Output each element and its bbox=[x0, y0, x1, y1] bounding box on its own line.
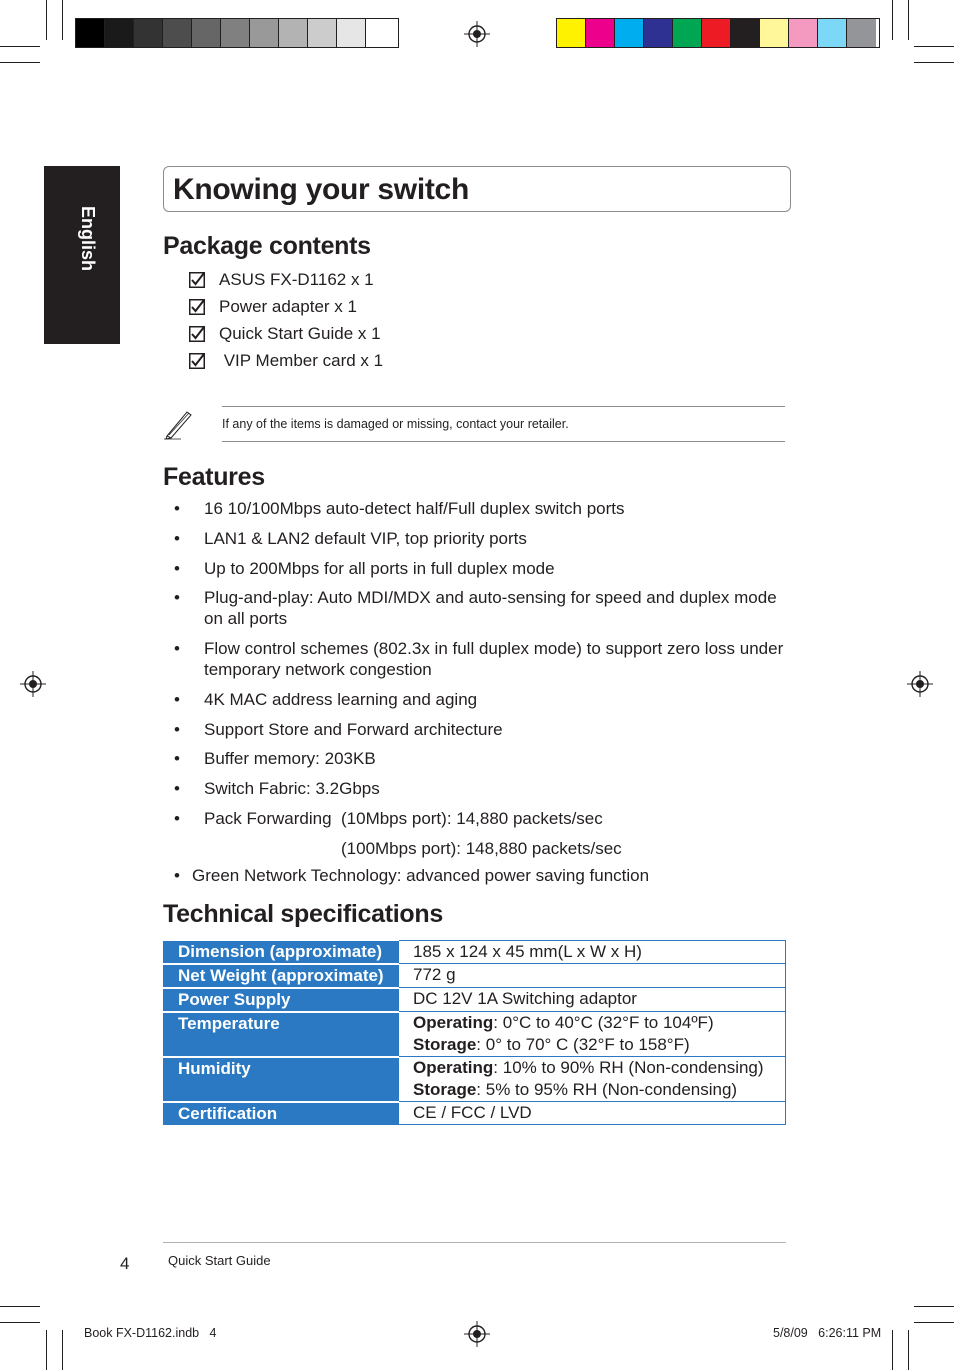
feature-item: • Plug-and-play: Auto MDI/MDX and auto-sensing for speed and duplex mode bbox=[174, 588, 777, 607]
color-swatch bbox=[615, 19, 644, 47]
spec-operating-value: : 10% to 90% RH (Non-condensing) bbox=[493, 1058, 764, 1077]
color-swatch bbox=[644, 19, 673, 47]
footer-guide-title: Quick Start Guide bbox=[168, 1253, 271, 1268]
color-swatch bbox=[279, 19, 308, 47]
spec-value: 185 x 124 x 45 mm(L x W x H) bbox=[399, 941, 786, 964]
color-swatch bbox=[847, 19, 876, 47]
crop-mark bbox=[892, 1330, 893, 1370]
feature-item-continued bbox=[341, 838, 622, 859]
registration-mark-icon bbox=[907, 671, 933, 697]
spec-value: DC 12V 1A Switching adaptor bbox=[399, 988, 786, 1012]
package-item bbox=[189, 323, 381, 345]
feature-text: Support Store and Forward architecture bbox=[204, 720, 503, 739]
package-item bbox=[189, 296, 357, 318]
table-row bbox=[163, 1057, 786, 1102]
color-swatch bbox=[673, 19, 702, 47]
package-item-label: VIP Member card x 1 bbox=[219, 351, 384, 370]
crop-mark bbox=[46, 1330, 47, 1370]
color-swatch bbox=[702, 19, 731, 47]
title-box bbox=[163, 166, 791, 212]
color-swatch bbox=[557, 19, 586, 47]
spec-key: Power Supply bbox=[163, 988, 399, 1012]
crop-mark bbox=[62, 0, 63, 40]
feature-item: • Pack Forwarding (10Mbps port): 14,880 packets/sec bbox=[174, 809, 603, 828]
spec-operating-line bbox=[413, 1057, 785, 1079]
color-swatch bbox=[818, 19, 847, 47]
color-swatch bbox=[192, 19, 221, 47]
color-swatch bbox=[366, 19, 395, 47]
spec-storage-value: : 5% to 95% RH (Non-condensing) bbox=[476, 1080, 738, 1099]
color-swatch bbox=[337, 19, 366, 47]
color-swatch bbox=[105, 19, 134, 47]
color-swatch bbox=[134, 19, 163, 47]
crop-mark bbox=[914, 1306, 954, 1307]
checkbox-checked-icon bbox=[189, 272, 205, 288]
crop-mark bbox=[914, 1322, 954, 1323]
specs-table bbox=[163, 940, 786, 1125]
color-swatch bbox=[76, 19, 105, 47]
checkbox-checked-icon bbox=[189, 353, 205, 369]
crop-mark bbox=[914, 46, 954, 47]
crop-mark bbox=[0, 1306, 40, 1307]
spec-storage-value: : 0° to 70° C (32°F to 158°F) bbox=[476, 1035, 690, 1054]
specs-heading: Technical specifications bbox=[163, 900, 443, 928]
feature-item: • Buffer memory: 203KB bbox=[174, 749, 376, 768]
note-divider bbox=[222, 441, 785, 442]
feature-item: • Support Store and Forward architecture bbox=[174, 720, 503, 739]
crop-mark bbox=[914, 62, 954, 63]
feature-text: (100Mbps port): 148,880 packets/sec bbox=[341, 839, 622, 858]
color-swatch bbox=[221, 19, 250, 47]
note-divider bbox=[222, 406, 785, 407]
page-title: Knowing your switch bbox=[173, 173, 469, 206]
package-item-label: Quick Start Guide x 1 bbox=[219, 324, 381, 343]
crop-mark bbox=[0, 46, 40, 47]
spec-storage-label: Storage bbox=[413, 1080, 477, 1099]
feature-text: on all ports bbox=[204, 609, 288, 628]
table-row bbox=[163, 1102, 786, 1125]
spec-value: CE / FCC / LVD bbox=[399, 1102, 786, 1125]
spec-key: Net Weight (approximate) bbox=[163, 964, 399, 988]
features-heading: Features bbox=[163, 463, 265, 491]
spec-operating-value: : 0°C to 40°C (32°F to 104ºF) bbox=[493, 1013, 714, 1032]
feature-text: Switch Fabric: 3.2Gbps bbox=[204, 779, 380, 798]
package-contents-heading: Package contents bbox=[163, 232, 371, 260]
checkbox-checked-icon bbox=[189, 326, 205, 342]
feature-item: • LAN1 & LAN2 default VIP, top priority ports bbox=[174, 529, 527, 548]
color-swatch bbox=[760, 19, 789, 47]
note-pencil-icon bbox=[163, 408, 193, 440]
language-side-tab bbox=[44, 166, 120, 344]
page-number: 4 bbox=[120, 1254, 130, 1273]
package-item-label: Power adapter x 1 bbox=[219, 297, 357, 316]
color-swatch bbox=[308, 19, 337, 47]
gray-color-bar bbox=[75, 18, 399, 48]
spec-storage-line bbox=[413, 1034, 785, 1056]
spec-value bbox=[399, 1057, 786, 1102]
spec-key: Certification bbox=[163, 1102, 399, 1125]
package-item bbox=[189, 269, 374, 291]
feature-item: • 4K MAC address learning and aging bbox=[174, 690, 478, 709]
feature-text: 16 10/100Mbps auto-detect half/Full duplex switch ports bbox=[204, 499, 625, 518]
table-row bbox=[163, 988, 786, 1012]
table-row bbox=[163, 1012, 786, 1057]
registration-mark-icon bbox=[464, 21, 490, 47]
crop-mark bbox=[0, 62, 40, 63]
language-label: English bbox=[78, 206, 98, 272]
crop-mark bbox=[908, 1330, 909, 1370]
feature-item: • Green Network Technology: advanced power saving function bbox=[174, 866, 650, 885]
spec-value: 772 g bbox=[399, 964, 786, 988]
feature-item: • 16 10/100Mbps auto-detect half/Full duplex switch ports bbox=[174, 499, 625, 518]
feature-text: Up to 200Mbps for all ports in full duplex mode bbox=[204, 559, 555, 578]
feature-item: • Flow control schemes (802.3x in full duplex mode) to support zero loss under bbox=[174, 639, 784, 658]
spec-storage-line bbox=[413, 1079, 785, 1101]
footer-divider bbox=[163, 1242, 786, 1243]
feature-text: Plug-and-play: Auto MDI/MDX and auto-sensing for speed and duplex mode bbox=[204, 588, 777, 607]
table-row bbox=[163, 941, 786, 964]
spec-key: Dimension (approximate) bbox=[163, 941, 399, 964]
table-row bbox=[163, 964, 786, 988]
package-item bbox=[189, 350, 383, 372]
checkbox-checked-icon bbox=[189, 299, 205, 315]
print-slug-file: Book FX-D1162.indb 4 bbox=[84, 1326, 217, 1340]
registration-mark-icon bbox=[464, 1321, 490, 1347]
spec-operating-label: Operating bbox=[413, 1058, 494, 1077]
feature-text: Flow control schemes (802.3x in full duplex mode) to support zero loss under bbox=[204, 639, 784, 658]
feature-item: • Up to 200Mbps for all ports in full duplex mode bbox=[174, 559, 555, 578]
spec-value bbox=[399, 1012, 786, 1057]
feature-item: • Switch Fabric: 3.2Gbps bbox=[174, 779, 380, 798]
print-slug-timestamp: 5/8/09 6:26:11 PM bbox=[773, 1326, 882, 1340]
spec-operating-label: Operating bbox=[413, 1013, 494, 1032]
feature-text: Buffer memory: 203KB bbox=[204, 749, 376, 768]
registration-mark-icon bbox=[20, 671, 46, 697]
feature-text: LAN1 & LAN2 default VIP, top priority ports bbox=[204, 529, 527, 548]
spec-operating-line bbox=[413, 1012, 785, 1034]
spec-storage-label: Storage bbox=[413, 1035, 477, 1054]
process-color-bar bbox=[556, 18, 880, 48]
note-text: If any of the items is damaged or missing, contact your retailer. bbox=[222, 417, 569, 431]
crop-mark bbox=[0, 1322, 40, 1323]
color-swatch bbox=[250, 19, 279, 47]
crop-mark bbox=[46, 0, 47, 40]
feature-text: Green Network Technology: advanced power saving function bbox=[192, 866, 650, 885]
feature-text: 4K MAC address learning and aging bbox=[204, 690, 478, 709]
color-swatch bbox=[586, 19, 615, 47]
spec-key: Temperature bbox=[163, 1012, 399, 1057]
spec-key: Humidity bbox=[163, 1057, 399, 1102]
color-swatch bbox=[731, 19, 760, 47]
feature-text: Pack Forwarding (10Mbps port): 14,880 packets/sec bbox=[204, 809, 603, 828]
feature-text: temporary network congestion bbox=[204, 660, 432, 679]
feature-item-continued bbox=[204, 608, 287, 629]
crop-mark bbox=[908, 0, 909, 40]
package-item-label: ASUS FX-D1162 x 1 bbox=[219, 270, 374, 289]
color-swatch bbox=[789, 19, 818, 47]
crop-mark bbox=[892, 0, 893, 40]
feature-item-continued bbox=[204, 659, 432, 680]
color-swatch bbox=[163, 19, 192, 47]
crop-mark bbox=[62, 1330, 63, 1370]
